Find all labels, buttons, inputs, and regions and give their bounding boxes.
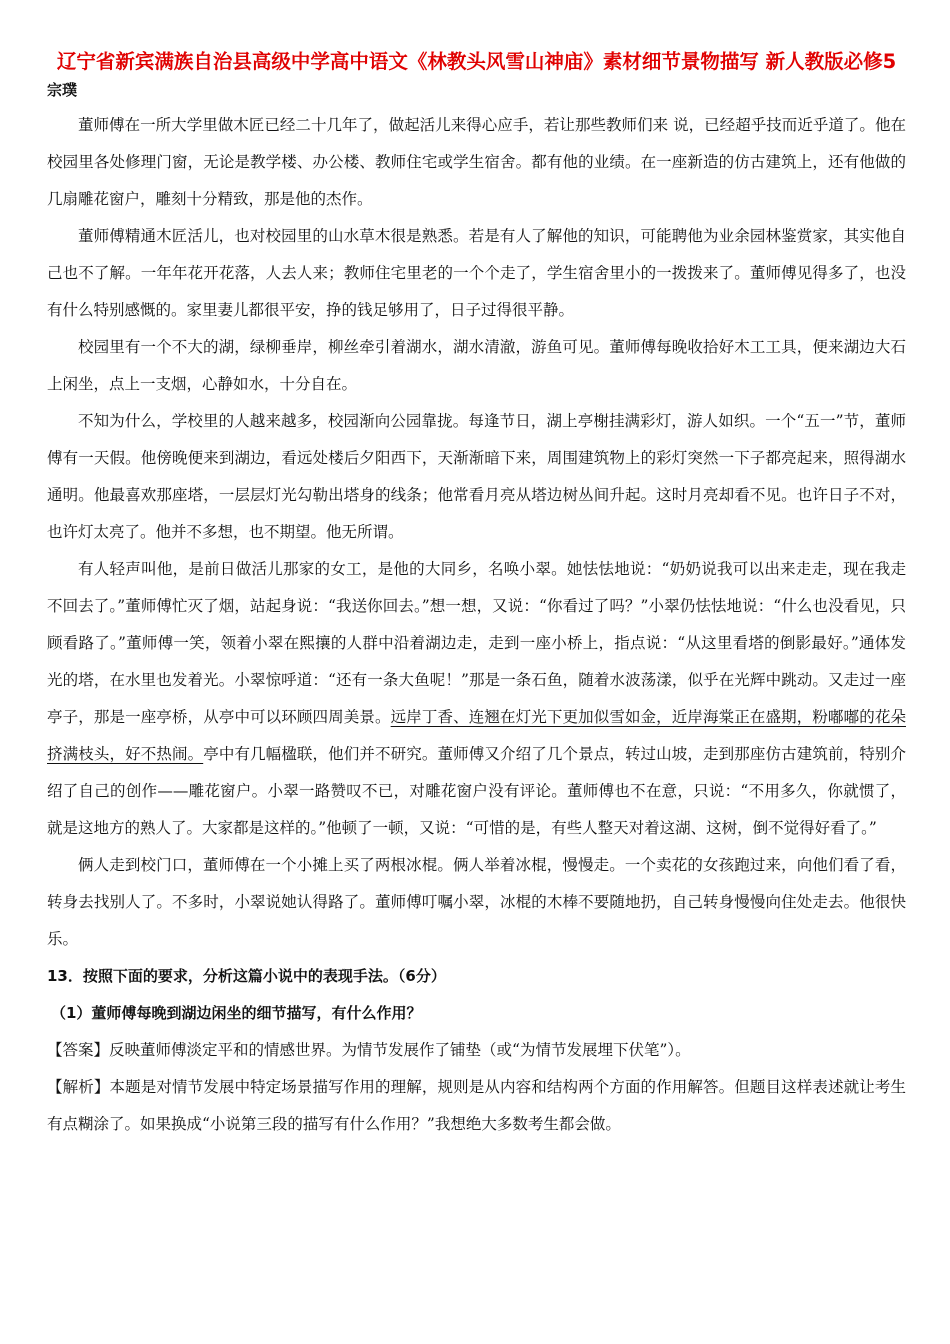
question-sub-item: （1）董师傅每晚到湖边闲坐的细节描写，有什么作用？ <box>51 1004 422 1022</box>
story-paragraph-2: 董师傅精通木匠活儿，也对校园里的山水草木很是熟悉。若是有人了解他的知识，可能聘他为业余园林鉴赏家，其实他自己也不了解。一年年花开花落，人去人来；教师住宅里老的一个个走了，学生宿舍里小的一拨拨来了。董师傅见得多了，也没有什么特别感慨的。家里妻儿都很平安，挣的钱足够用了，日子过得很平静。 <box>47 227 906 319</box>
answer-text: 反映董师傅淡定平和的情感世界。为情节发展作了铺垫（或“为情节发展埋下伏笔”）。 <box>109 1041 691 1059</box>
document-title: 辽宁省新宾满族自治县高级中学高中语文《林教头风雪山神庙》素材细节景物描写 新人教版必修5 <box>56 50 897 73</box>
paragraph-5-text-after: 亭中有几幅楹联，他们并不研究。董师傅又介绍了几个景点，转过山坡，走到那座仿古建筑前，特别介绍了自己的创作——雕花窗户。小翠一路赞叹不已，对雕花窗户没有评论。董师傅也不在意，只说：“不用多久，你就惯了，就是这地方的熟人了。大家都是这样的。”他顿了一顿，又说：“可惜的是，有些人整天对着这湖、这树，倒不觉得好看了。” <box>47 745 906 837</box>
author-name: 宗璞 <box>47 81 78 99</box>
answer-tag: 【答案】 <box>47 1041 110 1059</box>
story-paragraph-1: 董师傅在一所大学里做木匠已经二十几年了，做起活儿来得心应手，若让那些教师们来 说，已经超乎技而近乎道了。他在校园里各处修理门窗，无论是教学楼、办公楼、教师住宅或学生宿舍。都有他的业绩。在一座新造的仿古建筑上，还有他做的几扇雕花窗户，雕刻十分精致，那是他的杰作。 <box>47 116 906 208</box>
analysis-text: 本题是对情节发展中特定场景描写作用的理解，规则是从内容和结构两个方面的作用解答。但题目这样表述就让考生有点糊涂了。如果换成“小说第三段的描写有什么作用？”我想绝大多数考生都会做。 <box>47 1078 906 1133</box>
underlined-scenery-sentence: 远岸丁香、连翘在灯光下更加似雪如金，近岸海棠正在盛期，粉嘟嘟的花朵挤满枝头，好不热闹。 <box>47 708 906 763</box>
analysis-block <box>47 1069 906 1143</box>
story-paragraph-6: 俩人走到校门口，董师傅在一个小摊上买了两根冰棍。俩人举着冰棍，慢慢走。一个卖花的女孩跑过来，向他们看了看，转身去找别人了。不多时，小翠说她认得路了。董师傅叮嘱小翠，冰棍的木棒不要随地扔，自己转身慢慢向住处走去。他很快乐。 <box>47 856 906 948</box>
answer-block <box>47 1032 906 1069</box>
question-heading: 13．按照下面的要求，分析这篇小说中的表现手法。（6分） <box>47 967 446 985</box>
analysis-tag: 【解析】 <box>47 1078 110 1096</box>
paragraph-5-text-before: 有人轻声叫他，是前日做活儿那家的女工，是他的大同乡，名唤小翠。她怯怯地说：“奶奶说我可以出来走走，现在我走不回去了。”董师傅忙灭了烟，站起身说：“我送你回去。”想一想，又说：“你看过了吗？”小翠仍怯怯地说：“什么也没看见，只顾看路了。”董师傅一笑，领着小翠在熙攘的人群中沿着湖边走，走到一座小桥上，指点说：“从这里看塔的倒影最好。”通体发光的塔，在水里也发着光。小翠惊呼道：“还有一条大鱼呢！”那是一条石鱼，随着水波荡漾，似乎在光辉中跳动。又走过一座亭子，那是一座亭桥，从亭中可以环顾四周美景。 <box>47 560 906 726</box>
story-paragraph-3: 校园里有一个不大的湖，绿柳垂岸，柳丝牵引着湖水，湖水清澈，游鱼可见。董师傅每晚收拾好木工工具，便来湖边大石上闲坐，点上一支烟，心静如水，十分自在。 <box>47 338 906 393</box>
story-paragraph-5 <box>47 551 906 847</box>
story-paragraph-4: 不知为什么，学校里的人越来越多，校园渐向公园靠拢。每逢节日，湖上亭榭挂满彩灯，游人如织。一个“五一”节，董师傅有一天假。他傍晚便来到湖边，看远处楼后夕阳西下，天渐渐暗下来，周围建筑物上的彩灯突然一下子都亮起来，照得湖水通明。他最喜欢那座塔，一层层灯光勾勒出塔身的线条；他常看月亮从塔边树丛间升起。这时月亮却看不见。也许日子不对，也许灯太亮了。他并不多想，也不期望。他无所谓。 <box>47 412 906 541</box>
